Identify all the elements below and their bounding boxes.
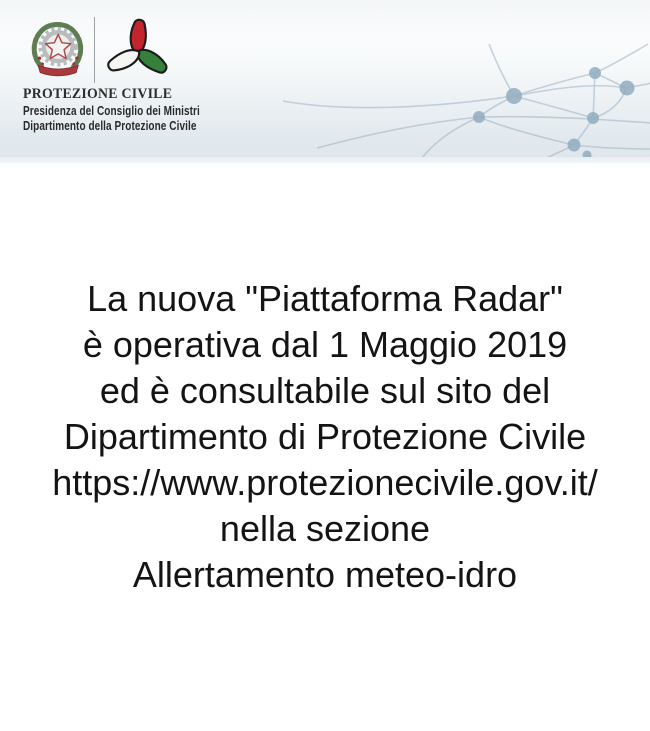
department-line-1: Presidenza del Consiglio dei Ministri (23, 104, 200, 118)
header-banner (0, 0, 650, 163)
announcement-line-1: La nuova "Piattaforma Radar" (87, 278, 563, 319)
site-url-text: https://www.protezionecivile.gov.it/ (52, 462, 598, 503)
protezione-civile-triskelion-icon (102, 12, 174, 90)
logo-divider (94, 17, 95, 83)
network-graphic (0, 0, 650, 163)
italian-republic-emblem-icon (20, 12, 92, 90)
department-line-2: Dipartimento della Protezione Civile (23, 119, 197, 133)
announcement-line-3: ed è consultabile sul sito del (99, 370, 551, 411)
announcement-line-6: nella sezione (219, 508, 431, 549)
announcement-text (0, 163, 650, 598)
announcement-line-7: Allertamento meteo-idro (132, 554, 518, 595)
announcement-line-2: è operativa dal 1 Maggio 2019 (82, 324, 568, 365)
org-name: PROTEZIONE CIVILE (23, 86, 173, 102)
department-lines (23, 104, 200, 134)
announcement-line-4: Dipartimento di Protezione Civile (63, 416, 587, 457)
banner-bottom-edge (0, 157, 650, 163)
